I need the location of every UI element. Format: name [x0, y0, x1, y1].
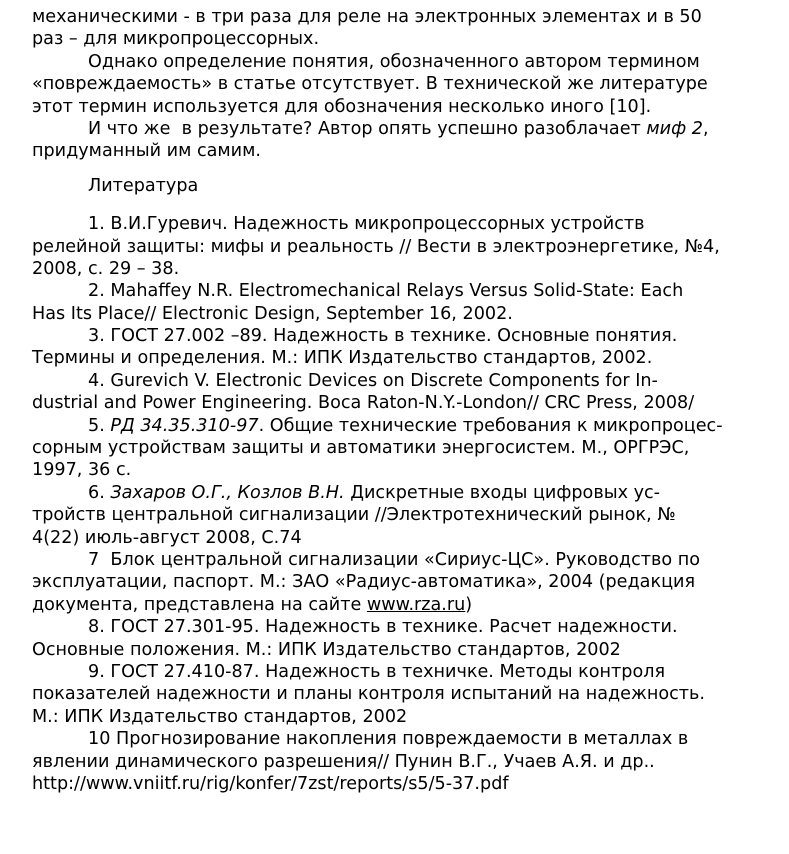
text-line: Однако определение понятия, обозначенного автором термином [88, 51, 700, 72]
text-run: 5. [88, 415, 111, 436]
reference-item-1 [32, 213, 777, 280]
text-line: М.: ИПК Издательство стандартов, 2002 [32, 706, 408, 727]
text-line: эксплуатации, паспорт. М.: ЗАО «Радиус-автоматика», 2004 (редакция [32, 572, 696, 593]
text-line: механическими - в три раза для реле на электронных элементах и в 50 [32, 7, 702, 27]
text-line: 8. ГОСТ 27.301-95. Надежность в технике. Расчет надежности. [88, 617, 678, 638]
document-page [32, 6, 777, 795]
text-line: 1997, 36 с. [32, 460, 132, 481]
reference-item-3 [32, 325, 777, 370]
italic-doc-code: РД 34.35.310-97 [110, 415, 259, 436]
text-line [32, 594, 777, 616]
emphasis-myth: миф 2 [646, 118, 703, 139]
text-run: Дискретные входы цифровых ус- [344, 482, 661, 503]
text-line: Основные положения. М.: ИПК Издательство стандартов, 2002 [32, 639, 621, 660]
reference-item-5 [32, 415, 777, 482]
reference-item-6 [32, 482, 777, 549]
intro-paragraph-2 [32, 51, 777, 118]
text-line: dustrial and Power Engineering. Boca Raton-N.Y.-London// CRC Press, 2008/ [32, 393, 695, 414]
text-line: «повреждаемость» в статье отсутствует. В технической же литературе [32, 74, 708, 95]
text-line: 4. Gurevich V. Electronic Devices on Discrete Components for In- [88, 370, 658, 391]
website-link[interactable]: www.rza.ru [366, 594, 466, 615]
text-run: . Общие технические требования к микропроцес- [258, 415, 723, 436]
text-line: 7 Блок центральной сигнализации «Сириус-ЦС». Руководство по [88, 549, 701, 570]
italic-authors: Захаров О.Г., Козлов В.Н. [110, 482, 345, 503]
text-line [32, 118, 777, 140]
text-line: 10 Прогнозирование накопления повреждаемости в металлах в [88, 729, 689, 750]
text-line: релейной защиты: мифы и реальность // Вести в электроэнергетике, №4, [32, 236, 720, 257]
reference-item-9 [32, 661, 777, 728]
text-line: показателей надежности и планы контроля испытаний на надежность. [32, 684, 706, 705]
text-run: И что же в результате? Автор опять успешно разоблачает [88, 118, 647, 139]
text-run: , [702, 118, 709, 139]
text-line: явлении динамического разрешения// Пунин В.Г., Учаев А.Я. и др.. [32, 751, 655, 772]
text-line: 2008, с. 29 – 38. [32, 258, 180, 279]
intro-paragraph-3 [32, 118, 777, 163]
text-line: этот термин используется для обозначения несколько иного [10]. [32, 96, 652, 117]
text-line: 4(22) июль-август 2008, С.74 [32, 527, 302, 548]
text-line [32, 482, 777, 504]
text-run: документа, представлена на сайте [32, 594, 367, 615]
text-line: придуманный им самим. [32, 141, 261, 162]
text-line: 1. В.И.Гуревич. Надежность микропроцессорных устройств [88, 214, 645, 235]
reference-list [32, 213, 777, 795]
text-line: сорным устройствам защиты и автоматики энергосистем. М., ОРГРЭС, [32, 438, 690, 459]
text-run: ) [465, 594, 473, 615]
text-line: тройств центральной сигнализации //Электротехнический рынок, № [32, 505, 676, 526]
pdf-url-text: http://www.vniitf.ru/rig/konfer/7zst/reports/s5/5-37.pdf [32, 773, 509, 794]
reference-item-8 [32, 616, 777, 661]
text-line: Has Its Place// Electronic Design, September 16, 2002. [32, 303, 513, 324]
text-line [32, 415, 777, 437]
reference-item-7 [32, 549, 777, 616]
intro-paragraph-1 [32, 6, 777, 51]
section-heading: Литература [88, 175, 199, 196]
text-line: Термины и определения. М.: ИПК Издательство стандартов, 2002. [32, 348, 653, 369]
text-line: раз – для микропроцессорных. [32, 29, 320, 50]
text-line: 2. Mahaffey N.R. Electromechanical Relays Versus Solid-State: Each [88, 281, 684, 302]
reference-item-2 [32, 280, 777, 325]
reference-item-4 [32, 370, 777, 415]
text-run: 6. [88, 482, 111, 503]
text-line: 3. ГОСТ 27.002 –89. Надежность в технике. Основные понятия. [88, 326, 678, 347]
text-line: 9. ГОСТ 27.410-87. Надежность в техничке. Методы контроля [88, 661, 666, 682]
reference-item-10 [32, 728, 777, 795]
